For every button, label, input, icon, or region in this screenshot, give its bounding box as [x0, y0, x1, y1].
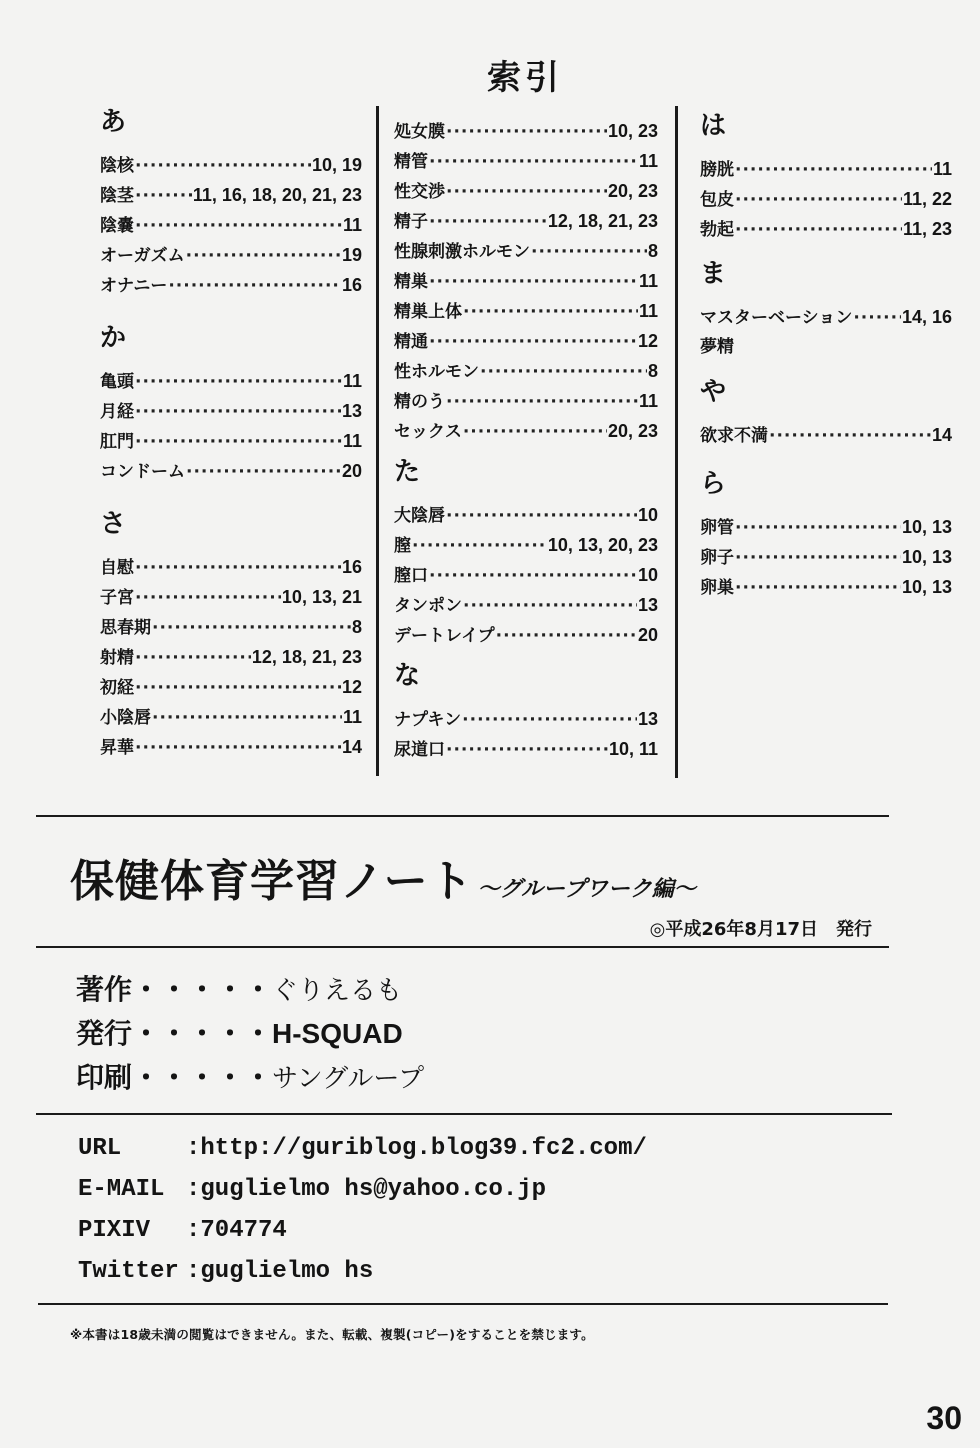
dot-leader	[429, 327, 637, 357]
dot-leader	[186, 241, 341, 271]
index-entry	[100, 456, 362, 486]
index-entry	[394, 386, 658, 416]
dot-leader	[446, 117, 607, 147]
entry-term: 卵管	[700, 518, 734, 538]
index-entry	[394, 356, 658, 386]
entry-term: 精巣	[394, 272, 428, 292]
index-entry	[700, 214, 952, 244]
dot-leader	[446, 735, 608, 765]
entry-pages: 11	[638, 301, 658, 321]
dot-leader	[429, 267, 638, 297]
entry-pages: 20	[341, 461, 362, 481]
entry-pages: 10, 13	[901, 547, 952, 567]
entry-pages: 11	[638, 151, 658, 171]
entry-pages: 12	[341, 677, 362, 697]
contact-value: :http://guriblog.blog39.fc2.com/	[186, 1135, 647, 1162]
index-entry	[394, 560, 658, 590]
entry-pages: 11	[932, 159, 952, 179]
entry-term: 肛門	[100, 432, 134, 452]
section-head-ya: や	[700, 377, 727, 407]
credit-label: 発行・・・・・	[76, 1017, 273, 1050]
entry-term: 精巣上体	[394, 302, 462, 322]
entry-term: 自慰	[100, 558, 134, 578]
entry-pages: 11, 23	[902, 219, 952, 239]
index-entry	[394, 620, 658, 650]
index-entry	[394, 176, 658, 206]
entry-pages: 13	[637, 709, 658, 729]
dot-leader	[735, 215, 902, 245]
entry-term: 月経	[100, 402, 134, 422]
entry-term: オーガズム	[100, 246, 185, 266]
entry-pages: 11	[638, 391, 658, 411]
entry-pages: 8	[647, 241, 658, 261]
index-entry	[700, 542, 952, 572]
index-entry	[100, 426, 362, 456]
credits	[76, 968, 424, 1100]
entry-pages: 11	[342, 707, 362, 727]
section-head-sa: さ	[100, 509, 127, 539]
entry-pages: 20, 23	[607, 421, 658, 441]
dot-leader	[186, 457, 341, 487]
entry-pages: 11	[342, 431, 362, 451]
entry-pages: 16	[341, 275, 362, 295]
entry-term: 尿道口	[394, 740, 445, 760]
legal-notice: ※本書は18歳未満の閲覧はできません。また、転載、複製(コピー)をすることを禁じます。	[70, 1327, 594, 1342]
dot-leader	[135, 583, 281, 613]
index-entry	[100, 366, 362, 396]
entry-pages: 12	[637, 331, 658, 351]
dot-leader	[135, 181, 192, 211]
entry-term: マスターベーション	[700, 308, 853, 328]
dot-leader	[463, 297, 638, 327]
entry-term: 昇華	[100, 738, 134, 758]
entry-pages: 16	[341, 557, 362, 577]
contact-label: URL	[78, 1135, 122, 1162]
entry-term: コンドーム	[100, 462, 185, 482]
index-entry	[394, 416, 658, 446]
section-head-a: あ	[100, 107, 127, 137]
entry-pages: 13	[341, 401, 362, 421]
entry-term: 陰茎	[100, 186, 134, 206]
credit-publisher	[76, 1012, 424, 1056]
contact-label: Twitter	[78, 1258, 179, 1285]
column-divider	[376, 106, 379, 776]
index-entry	[100, 396, 362, 426]
dot-leader	[152, 613, 351, 643]
contact-url	[78, 1128, 647, 1169]
dot-leader	[735, 155, 932, 185]
dot-leader	[429, 147, 638, 177]
entry-term: 亀頭	[100, 372, 134, 392]
entry-term: 射精	[100, 648, 134, 668]
dot-leader	[446, 501, 637, 531]
index-entry	[394, 734, 658, 764]
index-entry	[100, 552, 362, 582]
dot-leader	[853, 303, 901, 333]
dot-leader	[135, 553, 341, 583]
contact-value: :guglielmo hs	[186, 1258, 374, 1285]
dot-leader	[429, 207, 547, 237]
contact-email	[78, 1169, 647, 1210]
dot-leader	[135, 673, 341, 703]
index-column-3	[700, 104, 952, 602]
index-entry	[700, 154, 952, 184]
entry-term: 膀胱	[700, 160, 734, 180]
dot-leader	[735, 543, 901, 573]
dot-leader	[135, 211, 342, 241]
entry-term: 性ホルモン	[394, 362, 479, 382]
index-entry	[394, 266, 658, 296]
index-entry	[100, 612, 362, 642]
section-head-ma: ま	[700, 259, 727, 289]
entry-pages: 10, 13, 20, 23	[547, 535, 658, 555]
credit-label: 印刷・・・・・	[76, 1061, 273, 1094]
entry-term: 精管	[394, 152, 428, 172]
entry-pages: 12, 18, 21, 23	[547, 211, 658, 231]
entry-term: 包皮	[700, 190, 734, 210]
dot-leader	[446, 387, 638, 417]
credit-label: 著作・・・・・	[76, 973, 273, 1006]
contact-label: PIXIV	[78, 1217, 151, 1244]
index-entry	[394, 530, 658, 560]
book-subtitle: ～グループワーク編～	[477, 877, 696, 902]
entry-term: 性交渉	[394, 182, 445, 202]
contact-info	[78, 1128, 647, 1292]
index-entry	[100, 270, 362, 300]
credit-printer	[76, 1056, 424, 1100]
dot-leader	[531, 237, 647, 267]
entry-pages: 10, 19	[311, 155, 362, 175]
entry-term: 思春期	[100, 618, 151, 638]
horizontal-rule	[36, 1113, 892, 1115]
index-entry	[100, 240, 362, 270]
index-entry	[394, 236, 658, 266]
publish-date: ◎平成26年8月17日 発行	[649, 919, 872, 940]
entry-term: セックス	[394, 422, 462, 442]
column-divider	[675, 106, 678, 778]
entry-pages: 14	[931, 425, 952, 445]
entry-term: 初経	[100, 678, 134, 698]
dot-leader	[480, 357, 647, 387]
entry-pages: 20, 23	[607, 181, 658, 201]
entry-pages: 11	[638, 271, 658, 291]
section-head-ra: ら	[700, 469, 727, 499]
dot-leader	[735, 185, 902, 215]
dot-leader	[135, 733, 341, 763]
dot-leader	[463, 417, 607, 447]
index-entry	[100, 180, 362, 210]
index-entry	[100, 672, 362, 702]
dot-leader	[735, 513, 901, 543]
index-entry	[394, 590, 658, 620]
index-entry	[394, 296, 658, 326]
entry-pages: 10	[637, 565, 658, 585]
credit-author	[76, 968, 424, 1012]
entry-pages: 11	[342, 215, 362, 235]
entry-term: 勃起	[700, 220, 734, 240]
horizontal-rule	[38, 1303, 888, 1305]
index-entry	[700, 332, 952, 362]
section-head-na: な	[394, 661, 421, 691]
dot-leader	[135, 367, 342, 397]
index-entry	[100, 150, 362, 180]
dot-leader	[446, 177, 607, 207]
credit-value: ぐりえるも	[272, 976, 403, 1006]
entry-term: 小陰唇	[100, 708, 151, 728]
dot-leader	[135, 427, 342, 457]
entry-term: 卵子	[700, 548, 734, 568]
section-head-ka: か	[100, 323, 127, 353]
entry-term: タンポン	[394, 596, 462, 616]
index-entry	[100, 732, 362, 762]
index-entry	[700, 512, 952, 542]
dot-leader	[135, 151, 311, 181]
page-number: 30	[926, 1400, 962, 1436]
horizontal-rule	[36, 946, 889, 948]
index-title: 索引	[487, 58, 563, 98]
entry-pages: 10, 13, 21	[281, 587, 362, 607]
dot-leader	[769, 421, 931, 451]
index-entry	[394, 326, 658, 356]
index-entry	[100, 582, 362, 612]
entry-pages: 10, 13	[901, 577, 952, 597]
contact-twitter	[78, 1251, 647, 1292]
index-entry	[394, 704, 658, 734]
index-entry	[394, 116, 658, 146]
entry-term: 夢精	[700, 337, 734, 357]
horizontal-rule	[36, 815, 889, 817]
dot-leader	[735, 573, 901, 603]
dot-leader	[429, 561, 637, 591]
contact-label: E-MAIL	[78, 1176, 165, 1203]
index-entry	[100, 642, 362, 672]
entry-pages: 11, 22	[902, 189, 952, 209]
dot-leader	[168, 271, 341, 301]
entry-term: 精のう	[394, 392, 445, 412]
index-entry	[700, 572, 952, 602]
entry-pages: 14, 16	[901, 307, 952, 327]
index-entry	[394, 206, 658, 236]
entry-term: 卵巣	[700, 578, 734, 598]
dot-leader	[412, 531, 547, 561]
entry-pages: 8	[647, 361, 658, 381]
index-column-1	[100, 100, 362, 762]
entry-pages: 10, 23	[607, 121, 658, 141]
entry-term: 欲求不満	[700, 426, 768, 446]
entry-pages: 12, 18, 21, 23	[251, 647, 362, 667]
contact-pixiv	[78, 1210, 647, 1251]
index-entry	[700, 302, 952, 332]
entry-term: 子宮	[100, 588, 134, 608]
dot-leader	[462, 705, 637, 735]
index-entry	[100, 702, 362, 732]
index-entry	[700, 420, 952, 450]
entry-pages: 20	[637, 625, 658, 645]
entry-term: 膣口	[394, 566, 428, 586]
entry-pages: 19	[341, 245, 362, 265]
entry-term: 精通	[394, 332, 428, 352]
entry-pages: 11, 16, 18, 20, 21, 23	[192, 185, 362, 205]
entry-term: 陰嚢	[100, 216, 134, 236]
entry-pages: 14	[341, 737, 362, 757]
contact-value: :guglielmo hs@yahoo.co.jp	[186, 1176, 547, 1203]
index-entry	[394, 500, 658, 530]
entry-term: オナニー	[100, 276, 168, 296]
contact-value: :704774	[186, 1217, 287, 1244]
entry-term: 陰核	[100, 156, 134, 176]
dot-leader	[135, 397, 341, 427]
book-title-main: 保健体育学習ノート	[70, 856, 474, 907]
entry-pages: 11	[342, 371, 362, 391]
index-entry	[100, 210, 362, 240]
entry-term: 膣	[394, 536, 411, 556]
section-head-ha: は	[700, 111, 727, 141]
credit-value: H-SQUAD	[272, 1018, 403, 1049]
section-head-ta: た	[394, 457, 421, 487]
entry-pages: 10, 13	[901, 517, 952, 537]
entry-pages: 8	[351, 617, 362, 637]
entry-pages: 13	[637, 595, 658, 615]
entry-pages: 10, 11	[608, 739, 658, 759]
entry-term: 精子	[394, 212, 428, 232]
entry-term: ナプキン	[394, 710, 462, 730]
credit-value: サングループ	[272, 1064, 425, 1094]
dot-leader	[496, 621, 637, 651]
dot-leader	[135, 643, 251, 673]
dot-leader	[152, 703, 342, 733]
entry-term: 処女膜	[394, 122, 445, 142]
index-entry	[700, 184, 952, 214]
index-entry	[394, 146, 658, 176]
entry-pages: 10	[637, 505, 658, 525]
entry-term: 性腺刺激ホルモン	[394, 242, 530, 262]
index-column-2	[394, 116, 658, 764]
dot-leader	[463, 591, 637, 621]
entry-term: 大陰唇	[394, 506, 445, 526]
book-title	[70, 845, 696, 909]
entry-term: デートレイプ	[394, 626, 495, 646]
